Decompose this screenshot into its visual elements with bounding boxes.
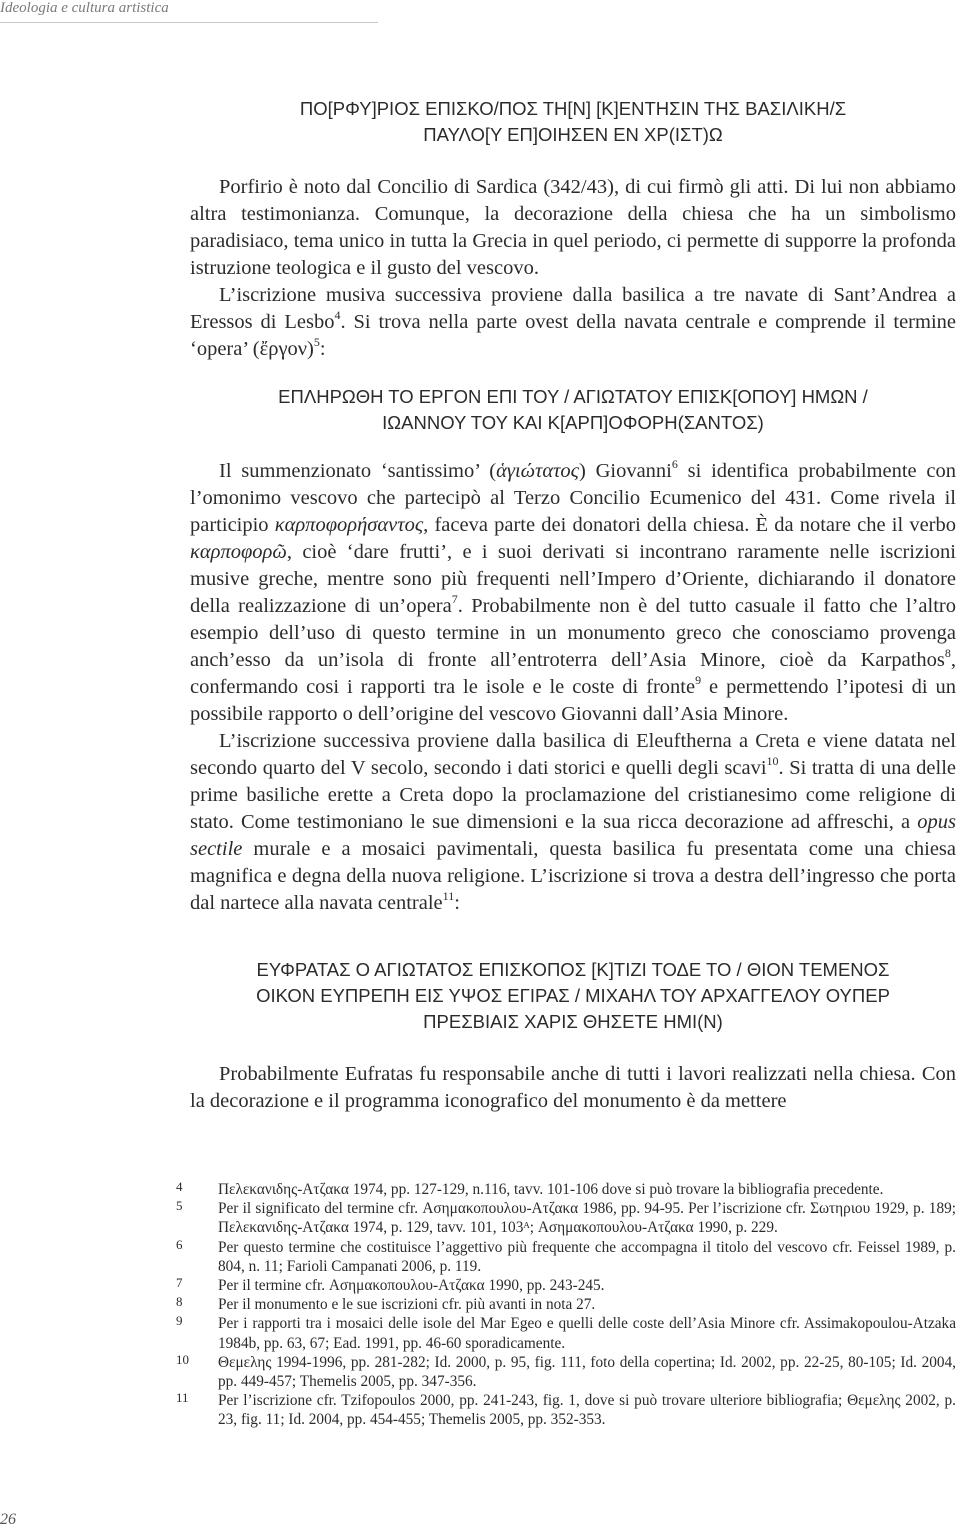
body-paragraph <box>190 458 956 728</box>
footnote-text: Θεμελης 1994-1996, pp. 281-282; Id. 2000, p. 95, fig. 111, foto della copertina; Id. 2002, pp. 22-25, 80-105; Id. 2004, pp. 449-457; Themelis 2005, pp. 347-356. <box>218 1353 956 1391</box>
footnote-text: Per i rapporti tra i mosaici delle isole del Mar Egeo e quelli delle coste dell’Asia Minore cfr. Assimakopoulou-Atzaka 1984b, pp. 63, 67; Ead. 1991, pp. 46-60 sporadicamente. <box>218 1315 956 1352</box>
footnote-number: 5 <box>176 1198 183 1214</box>
text-run: Il summenzionato ‘santissimo’ ( <box>219 460 497 482</box>
inscription-line: ΕΠΛΗΡΩΘΗ ΤΟ ΕΡΓΟΝ ΕΠΙ ΤΟΥ / ΑΓΙΩΤΑΤΟΥ ΕΠΙΣΚ[ΟΠΟΥ] ΗΜΩΝ / <box>278 386 868 407</box>
footnote-number: 7 <box>176 1275 183 1291</box>
text-run: : <box>319 338 326 360</box>
paragraph-eufratas <box>190 1061 956 1115</box>
inscription-line: ΙΩΑΝΝΟΥ ΤΟΥ ΚΑΙ Κ[ΑΡΠ]ΟΦΟΡΗ(ΣΑΝΤΟΣ) <box>382 412 764 433</box>
footnote-text: Per il significato del termine cfr. Ασημακοπουλου-Ατζακα 1986, pp. 94-95. Per l’iscrizione cfr. Σωτηριου 1929, p. 189; Πελεκανιδης-Ατζακα 1974, p. 129, tavv. 101, 103ᴬ; Ασημακοπουλου-Ατζακα 1990, p. 229. <box>218 1200 956 1237</box>
latin-term: opus sectile <box>190 811 956 860</box>
body-paragraph <box>190 282 956 363</box>
body-paragraph: Probabilmente Eufratas fu responsabile anche di tutti i lavori realizzati nella chiesa. Con la decorazione e il programma iconografico del monumento è da mettere <box>190 1063 956 1112</box>
footnote <box>176 1199 956 1237</box>
footnote-text: Per l’iscrizione cfr. Tzifopoulos 2000, pp. 241-243, fig. 1, dove si può trovare ulteriore bibliografia; Θεμελης 2002, p. 23, fig. 11; Id. 2004, pp. 454-455; Themelis 2005, pp. 352-353. <box>218 1392 956 1429</box>
running-head: Ideologia e cultura artistica <box>0 0 378 23</box>
footnote <box>176 1295 956 1314</box>
footnote-text: Πελεκανιδης-Ατζακα 1974, pp. 127-129, n.116, tavv. 101-106 dove si può trovare la bibliografia precedente. <box>218 1181 884 1198</box>
inscription-line: ΠΡΕΣΒΙΑΙΣ ΧΑΡΙΣ ΘΗΣΕΤΕ ΗΜΙ(Ν) <box>423 1011 723 1032</box>
footnote-text: Per il monumento e le sue iscrizioni cfr. più avanti in nota 27. <box>218 1296 596 1314</box>
text-run: murale e a mosaici pavimentali, questa basilica fu presentata come una chiesa magnifica e degna della nuova religione. L’iscrizione si trova a destra dell’ingresso che porta dal nartece alla navata centrale <box>190 838 956 914</box>
inscription-ioannes <box>190 384 956 436</box>
text-run: e permettendo l’ipotesi di un possibile rapporto o dell’origine del vescovo Giovanni dall’Asia Minore. <box>190 676 956 725</box>
text-run: , confermando cosi i rapporti tra le isole e le coste di fronte <box>190 649 956 698</box>
inscription-line: ΠΑΥΛΟ[Υ ΕΠ]ΟΙΗΣΕΝ ΕΝ ΧΡ(ΙΣΤ)Ω <box>423 124 723 145</box>
footnote <box>176 1314 956 1352</box>
footnote-ref[interactable]: 10 <box>766 754 779 769</box>
footnote <box>176 1180 956 1199</box>
footnote <box>176 1238 956 1276</box>
paragraph-block-main <box>190 458 956 917</box>
inscription-eufratas <box>190 957 956 1035</box>
footnote-ref[interactable]: 11 <box>442 889 455 904</box>
text-run: , cioè ‘dare frutti’, e i suoi derivati si incontrano raramente nelle iscrizioni musive greche, mentre sono più frequenti nell’Impero d’Oriente, dichiarando il donatore della realizzazione di un’opera <box>190 541 956 617</box>
footnote-number: 4 <box>176 1179 183 1194</box>
footnote-ref[interactable]: 6 <box>671 457 678 472</box>
footnote <box>176 1391 956 1429</box>
text-run: L’iscrizione successiva proviene dalla basilica di Eleuftherna a Creta e viene datata nel secondo quarto del V secolo, secondo i dati storici e quelli degli scavi <box>190 730 956 779</box>
footnote-text: Per questo termine che costituisce l’aggettivo più frequente che accompagna il titolo del vescovo cfr. Feissel 1989, p. 804, n. 11; Farioli Campanati 2006, p. 119. <box>218 1238 956 1275</box>
text-run: ) Giovanni <box>578 460 672 482</box>
page-number: 26 <box>0 1511 16 1528</box>
footnote-ref[interactable]: 8 <box>944 646 951 661</box>
text-run: . Si trova nella parte ovest della navata centrale e comprende il termine ‘opera’ (ἔργον) <box>190 311 956 360</box>
footnote-ref[interactable]: 5 <box>313 335 320 350</box>
footnote-number: 10 <box>176 1351 189 1367</box>
footnote <box>176 1276 956 1295</box>
inscription-line: ΟΙΚΟΝ ΕΥΠΡΕΠΗ ΕΙΣ ΥΨΟΣ ΕΓΙΡΑΣ / ΜΙΧΑΗΛ ΤΟΥ ΑΡΧΑΓΓΕΛΟΥ ΟΥΠΕΡ <box>256 985 890 1006</box>
text-run: . Si tratta di una delle prime basiliche erette a Creta dopo la proclamazione del cristianesimo come religione di stato. Come testimoniano le sue dimensioni e la sua ricca decorazione ad affreschi, a <box>190 757 956 833</box>
body-paragraph <box>190 728 956 917</box>
greek-term: καρποφορῶ <box>190 541 287 563</box>
footnote <box>176 1353 956 1391</box>
footnote-ref[interactable]: 7 <box>451 592 458 607</box>
greek-term: ἁγιώτατος <box>496 460 579 482</box>
footnote-number: 11 <box>176 1390 189 1406</box>
footnote-number: 8 <box>176 1294 183 1310</box>
footnote-ref[interactable]: 9 <box>695 673 702 688</box>
text-run: : <box>454 892 460 914</box>
inscription-line: ΠΟ[ΡΦΥ]ΡΙΟΣ ΕΠΙΣΚΟ/ΠΟΣ ΤΗ[Ν] [Κ]ΕΝΤΗΣΙΝ ΤΗΣ ΒΑΣΙΛΙΚΗ/Σ <box>299 98 847 119</box>
paragraph-porfirio <box>190 174 956 363</box>
footnote-number: 9 <box>176 1313 183 1329</box>
greek-term: καρποφορήσαντος <box>274 514 424 536</box>
footnote-number: 6 <box>176 1236 183 1252</box>
text-run: . Probabilmente non è del tutto casuale il fatto che l’altro esempio dell’uso di questo termine in un monumento greco che conosciamo provenga anch’esso da un’isola di fronte all’entroterra dell’Asia Minore, cioè da Karpathos <box>190 595 956 671</box>
footnote-ref[interactable]: 4 <box>334 308 341 323</box>
inscription-porfirio <box>190 96 956 148</box>
text-run: si identifica probabilmente con l’omonimo vescovo che partecipò al Terzo Concilio Ecumenico del 431. Come rivela il participio <box>190 460 956 536</box>
inscription-line: ΕΥΦΡΑΤΑΣ Ο ΑΓΙΩΤΑΤΟΣ ΕΠΙΣΚΟΠΟΣ [Κ]ΤΙΖΙ ΤΟΔΕ ΤΟ / ΘΙΟΝ ΤΕΜΕΝΟΣ <box>256 959 890 980</box>
footnotes <box>176 1180 956 1430</box>
body-paragraph: Porfirio è noto dal Concilio di Sardica (342/43), di cui firmò gli atti. Di lui non abbiamo altra testimonianza. Comunque, la decorazione della chiesa che ha un simbolismo paradisiaco, tema unico in tutta la Grecia in quel periodo, ci permette di supporre la profonda istruzione teologica e il gusto del vescovo. <box>190 176 956 279</box>
text-run: L’iscrizione musiva successiva proviene dalla basilica a tre navate di Sant’Andrea a Eressos di Lesbo <box>190 284 956 333</box>
text-run: , faceva parte dei donatori della chiesa. È da notare che il verbo <box>423 514 956 536</box>
footnote-text: Per il termine cfr. Ασημακοπουλου-Ατζακα 1990, pp. 243-245. <box>218 1277 605 1295</box>
